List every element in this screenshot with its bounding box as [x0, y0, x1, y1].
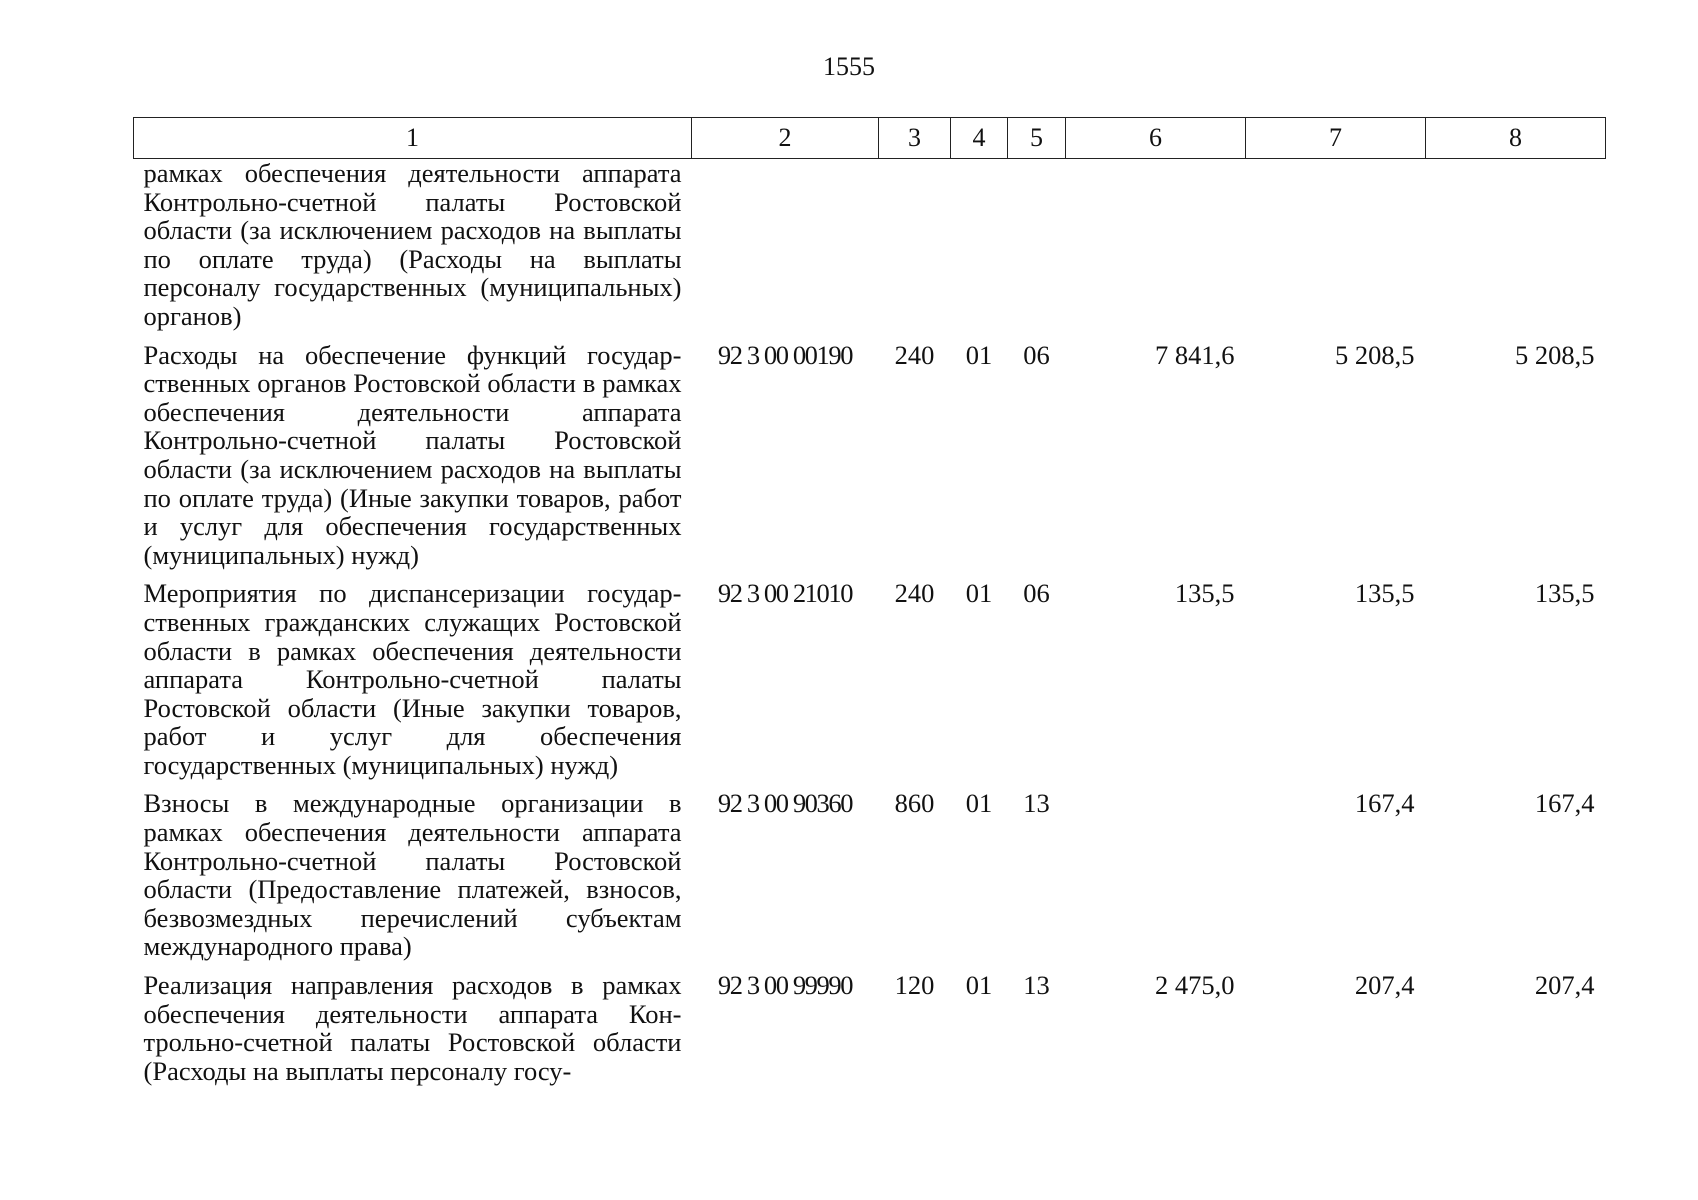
table-row: [134, 789, 1606, 971]
row-value-col6: 7 841,6: [1155, 339, 1235, 370]
column-header-8: 8: [1426, 118, 1606, 159]
budget-table: [133, 117, 1606, 1085]
row-subsection: [1008, 159, 1066, 341]
row-section: 01: [965, 578, 993, 609]
row-value-col7: 5 208,5: [1335, 339, 1415, 370]
row-expense-type: [879, 159, 951, 341]
table-body: [134, 159, 1606, 1086]
row-expense-type: 120: [894, 970, 935, 1001]
row-section: 01: [965, 339, 993, 370]
row-description: Расходы на обеспечение функций государственных органов Ростовской области в рамках обеспечения деятельности аппарата Контрольно-счетной палаты Ростовской области (за исключением расходов на выплаты по оплате труда) (Иные закупки товаров, работ и услуг для обеспечения государственных (муниципальных) нужд): [143, 339, 682, 570]
row-value-col6: 135,5: [1174, 578, 1235, 609]
column-header-4: 4: [951, 118, 1008, 159]
row-description: рамках обеспечения деятельности аппарата Контрольно-счетной палаты Ростовской области (за исключением расходов на выплаты по оплате труда) (Расходы на выплаты персоналу государственных (муниципальных) органов): [143, 158, 682, 331]
header-row: [134, 118, 1606, 159]
row-subsection: 06: [1023, 578, 1050, 609]
row-subsection: 13: [1023, 788, 1050, 819]
row-subsection: 06: [1023, 339, 1050, 370]
row-value-col8: 167,4: [1534, 788, 1595, 819]
row-description: Реализация направления расходов в рамках обеспечения деятельности аппарата Контрольно-счетной палаты Ростовской области (Расходы на выплаты персоналу госу-: [143, 970, 682, 1086]
row-value-col8: [1426, 159, 1606, 341]
row-description: Мероприятия по диспансеризации государственных гражданских служащих Ростовской области в рамках обеспечения деятельности аппарата Контрольно-счетной палаты Ростовской области (Иные закупки товаров, работ и услуг для обеспечения государственных (муниципальных) нужд): [143, 578, 682, 780]
row-value-col7: 135,5: [1354, 578, 1415, 609]
row-value-col8: 135,5: [1534, 578, 1595, 609]
table-header: [134, 118, 1606, 159]
page-number: 1555: [823, 52, 875, 81]
row-target-code: 92 3 00 00190: [717, 339, 853, 370]
row-target-code: [692, 159, 879, 341]
row-description: Взносы в международные организации в рамках обеспечения деятельности аппарата Контрольно-счетной палаты Ростовской области (Предоставление платежей, взносов, безвозмездных перечислений субъектам международного права): [143, 788, 682, 962]
row-value-col6: 2 475,0: [1155, 970, 1235, 1001]
row-target-code: 92 3 00 90360: [717, 788, 853, 819]
table-row: [134, 159, 1606, 341]
row-section: 01: [965, 970, 993, 1001]
row-value-col7: [1246, 159, 1426, 341]
row-section: 01: [965, 788, 993, 819]
row-subsection: 13: [1023, 970, 1050, 1001]
table-row: [134, 579, 1606, 789]
column-header-7: 7: [1246, 118, 1426, 159]
row-value-col8: 5 208,5: [1515, 339, 1595, 370]
table-row: [134, 971, 1606, 1085]
column-header-5: 5: [1008, 118, 1066, 159]
row-value-col8: 207,4: [1534, 970, 1595, 1001]
row-value-col6: [1066, 789, 1246, 971]
column-header-1: 1: [134, 118, 692, 159]
row-target-code: 92 3 00 21010: [717, 578, 853, 609]
row-expense-type: 240: [894, 339, 935, 370]
row-target-code: 92 3 00 99990: [717, 970, 853, 1001]
row-value-col7: 207,4: [1354, 970, 1415, 1001]
row-expense-type: 240: [894, 578, 935, 609]
column-header-2: 2: [692, 118, 879, 159]
row-section: [951, 159, 1008, 341]
column-header-3: 3: [879, 118, 951, 159]
row-value-col6: [1066, 159, 1246, 341]
table-row: [134, 341, 1606, 580]
column-header-6: 6: [1066, 118, 1246, 159]
row-expense-type: 860: [894, 788, 935, 819]
row-value-col7: 167,4: [1354, 788, 1415, 819]
